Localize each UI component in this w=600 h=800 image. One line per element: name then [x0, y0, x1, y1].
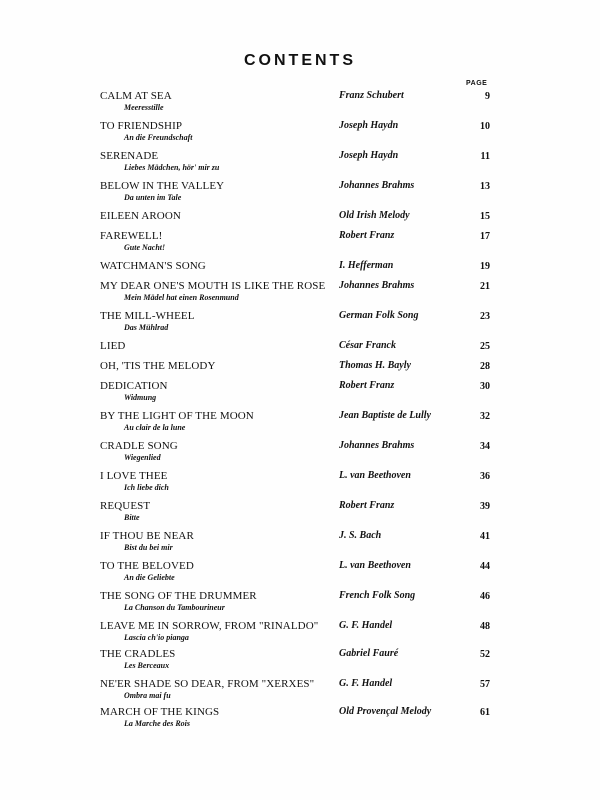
toc-entry [100, 470, 490, 498]
page-number: 28 [480, 361, 490, 372]
toc-entry [100, 530, 490, 558]
composer-name: L. van Beethoven [339, 470, 411, 481]
toc-entry [100, 620, 490, 648]
page-number: 19 [480, 261, 490, 272]
toc-entry [100, 90, 490, 118]
toc-entry [100, 706, 490, 734]
song-subtitle: Ich liebe dich [124, 483, 169, 492]
song-subtitle: Liebes Mädchen, hör' mir zu [124, 163, 220, 172]
composer-name: Johannes Brahms [339, 280, 415, 291]
song-title: THE CRADLES [100, 648, 176, 660]
song-subtitle: Meeresstille [124, 103, 164, 112]
song-subtitle: La Marche des Rois [124, 719, 190, 728]
song-subtitle: Da unten im Tale [124, 193, 182, 202]
toc-entry [100, 280, 490, 308]
song-title: TO FRIENDSHIP [100, 120, 183, 132]
song-title: BELOW IN THE VALLEY [100, 180, 225, 192]
song-title: LEAVE ME IN SORROW, FROM "RINALDO" [100, 620, 319, 632]
song-title: FAREWELL! [100, 230, 163, 242]
toc-entry [100, 560, 490, 588]
toc-entry [100, 590, 490, 618]
toc-entry [100, 180, 490, 208]
composer-name: French Folk Song [339, 590, 416, 601]
composer-name: Old Provençal Melody [339, 706, 432, 717]
song-subtitle: Au clair de la lune [124, 423, 186, 432]
song-title: LIED [100, 340, 126, 352]
page-number: 44 [480, 561, 490, 572]
composer-name: Joseph Haydn [339, 120, 399, 131]
page-number: 48 [480, 621, 490, 632]
composer-name: German Folk Song [339, 310, 419, 321]
composer-name: Gabriel Fauré [339, 648, 399, 659]
page-number: 34 [480, 441, 490, 452]
page-column-header: PAGE [466, 80, 488, 87]
page-number: 11 [480, 151, 490, 162]
song-subtitle: La Chanson du Tambourineur [124, 603, 225, 612]
song-subtitle: Gute Nacht! [124, 243, 166, 252]
song-title: I LOVE THEE [100, 470, 168, 482]
composer-name: G. F. Handel [339, 620, 393, 631]
page-number: 46 [480, 591, 490, 602]
song-subtitle: Wiegenlied [124, 453, 161, 462]
composer-name: Robert Franz [339, 380, 395, 391]
page-number: 9 [485, 91, 490, 102]
toc-entry [100, 500, 490, 528]
toc-entry [100, 440, 490, 468]
song-title: SERENADE [100, 150, 159, 162]
song-title: OH, 'TIS THE MELODY [100, 360, 216, 372]
composer-name: L. van Beethoven [339, 560, 411, 571]
song-subtitle: Ombra mai fu [124, 691, 171, 700]
composer-name: I. Hefferman [339, 260, 394, 271]
composer-name: César Franck [339, 340, 396, 351]
composer-name: Jean Baptiste de Lully [339, 410, 431, 421]
song-title: THE SONG OF THE DRUMMER [100, 590, 257, 602]
toc-entry [100, 150, 490, 178]
song-title: CALM AT SEA [100, 90, 172, 102]
song-title: IF THOU BE NEAR [100, 530, 194, 542]
toc-entry [100, 678, 490, 706]
song-subtitle: Lascia ch'io pianga [124, 633, 189, 642]
song-title: CRADLE SONG [100, 440, 178, 452]
page-number: 30 [480, 381, 490, 392]
song-title: NE'ER SHADE SO DEAR, FROM "XERXES" [100, 678, 315, 690]
composer-name: Robert Franz [339, 500, 395, 511]
song-subtitle: An die Geliebte [124, 573, 175, 582]
composer-name: Robert Franz [339, 230, 395, 241]
composer-name: Johannes Brahms [339, 440, 415, 451]
song-title: TO THE BELOVED [100, 560, 194, 572]
page-number: 25 [480, 341, 490, 352]
song-subtitle: Mein Mädel hat einen Rosenmund [124, 293, 239, 302]
song-subtitle: Das Mühlrad [124, 323, 169, 332]
toc-entry [100, 310, 490, 338]
page-number: 21 [480, 281, 490, 292]
page-number: 15 [480, 211, 490, 222]
composer-name: Franz Schubert [339, 90, 404, 101]
song-title: MY DEAR ONE'S MOUTH IS LIKE THE ROSE [100, 280, 326, 292]
composer-name: Old Irish Melody [339, 210, 410, 221]
song-subtitle: An die Freundschaft [124, 133, 193, 142]
page-number: 36 [480, 471, 490, 482]
song-title: DEDICATION [100, 380, 168, 392]
song-subtitle: Les Berceaux [124, 661, 170, 670]
toc-entry [100, 380, 490, 408]
page-number: 41 [480, 531, 490, 542]
page-title: CONTENTS [244, 52, 356, 69]
page-number: 52 [480, 649, 490, 660]
composer-name: J. S. Bach [339, 530, 382, 541]
composer-name: Joseph Haydn [339, 150, 399, 161]
song-title: REQUEST [100, 500, 151, 512]
page-number: 17 [480, 231, 490, 242]
song-title: EILEEN AROON [100, 210, 181, 222]
song-subtitle: Bitte [124, 513, 140, 522]
song-subtitle: Widmung [124, 393, 157, 402]
page-number: 57 [480, 679, 490, 690]
song-subtitle: Bist du bei mir [124, 543, 173, 552]
song-title: WATCHMAN'S SONG [100, 260, 206, 272]
page-number: 10 [480, 121, 490, 132]
composer-name: G. F. Handel [339, 678, 393, 689]
song-title: MARCH OF THE KINGS [100, 706, 220, 718]
page-number: 39 [480, 501, 490, 512]
toc-entry [100, 120, 490, 148]
page-number: 61 [480, 707, 490, 718]
page-number: 32 [480, 411, 490, 422]
toc-entry [100, 648, 490, 676]
toc-entry [100, 410, 490, 438]
composer-name: Thomas H. Bayly [339, 360, 411, 371]
song-title: THE MILL-WHEEL [100, 310, 195, 322]
composer-name: Johannes Brahms [339, 180, 415, 191]
page-number: 23 [480, 311, 490, 322]
toc-entry [100, 230, 490, 258]
song-title: BY THE LIGHT OF THE MOON [100, 410, 254, 422]
page-number: 13 [480, 181, 490, 192]
